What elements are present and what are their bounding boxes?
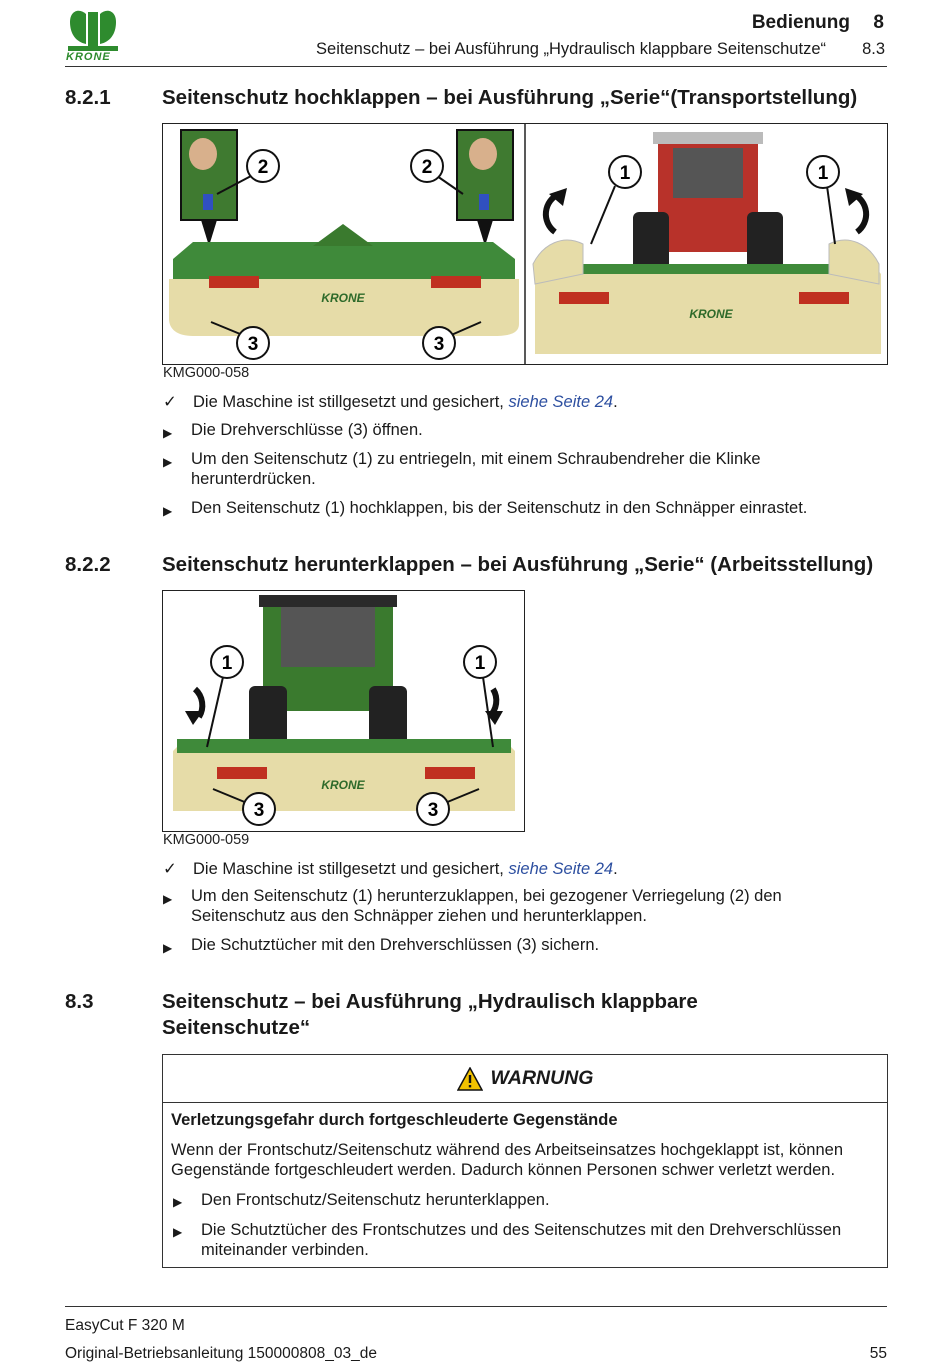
- callout-label: 3: [433, 334, 445, 355]
- checkmark-icon: ✓: [163, 860, 177, 878]
- section-title-83-line1: Seitenschutz – bei Ausführung „Hydraulisch klappbare: [162, 990, 698, 1013]
- list-item: [163, 449, 813, 489]
- machine-brand-text: KRONE: [321, 291, 365, 305]
- machine-brand-text: KRONE: [689, 307, 733, 321]
- warning-box: [162, 1054, 888, 1268]
- footer-manual: Original-Betriebsanleitung 150000808_03_de: [65, 1345, 377, 1362]
- warning-header: [163, 1055, 887, 1103]
- checkmark-icon: ✓: [163, 393, 177, 411]
- item-text: Die Drehverschlüsse (3) öffnen.: [191, 421, 423, 439]
- figure-822: [162, 590, 525, 832]
- logo-text: KRONE: [66, 51, 111, 63]
- callout-label: 2: [421, 157, 433, 178]
- list-item: [163, 886, 823, 926]
- section-title-821: Seitenschutz hochklappen – bei Ausführung „Serie“(Transportstellung): [162, 86, 858, 109]
- item-text: Die Schutztücher mit den Drehverschlüssen (3) sichern.: [191, 936, 600, 954]
- warning-triangle-icon: [457, 1067, 483, 1091]
- item-text: Die Maschine ist stillgesetzt und gesichert,: [193, 393, 509, 411]
- page-link[interactable]: siehe Seite 24: [508, 860, 614, 878]
- page-link[interactable]: siehe Seite 24: [508, 393, 614, 411]
- bullet-arrow-icon: ▶: [173, 1225, 183, 1239]
- list-item: [163, 935, 843, 955]
- callout-label: 3: [427, 800, 439, 821]
- mower-working-illustration: [163, 591, 524, 831]
- figure-caption-821: KMG000-058: [163, 365, 250, 381]
- item-text-end: .: [613, 860, 618, 878]
- item-text-end: .: [613, 393, 618, 411]
- warning-heading: Verletzungsgefahr durch fortgeschleuderte Gegenstände: [171, 1111, 618, 1129]
- header-divider: [65, 66, 887, 67]
- footer-product: EasyCut F 320 M: [65, 1317, 185, 1334]
- callout-label: 1: [221, 653, 233, 674]
- item-text: Um den Seitenschutz (1) herunterzuklappen, bei gezogener Verriegelung (2) den Seitenschutz aus den Schnäpper ziehen und herunterklappen.: [191, 887, 782, 925]
- callout-label: 1: [619, 163, 631, 184]
- footer-divider: [65, 1306, 887, 1307]
- machine-brand-text: KRONE: [321, 778, 365, 792]
- krone-logo: [64, 8, 122, 64]
- header-section-title: Bedienung: [751, 12, 850, 33]
- bullet-arrow-icon: ▶: [173, 1195, 183, 1209]
- bullet-arrow-icon: ▶: [163, 504, 173, 518]
- item-text: Um den Seitenschutz (1) zu entriegeln, mit einem Schraubendreher die Klinke herunterdrücken.: [191, 450, 761, 488]
- header-subtitle: Seitenschutz – bei Ausführung „Hydraulisch klappbare Seitenschutze“: [316, 40, 826, 58]
- section-number-821: 8.2.1: [65, 86, 111, 109]
- item-text: Den Seitenschutz (1) hochklappen, bis der Seitenschutz in den Schnäpper einrastet.: [191, 499, 808, 517]
- warning-item-text: Die Schutztücher des Frontschutzes und des Seitenschutzes mit den Drehverschlüssen miteinander verbinden.: [201, 1221, 842, 1259]
- warning-text: Wenn der Frontschutz/Seitenschutz während des Arbeitseinsatzes hochgeklappt ist, können Gegenstände fortgeschleudert werden. Dadurch können Personen schwer verletzt werden.: [171, 1141, 844, 1179]
- section-number-83: 8.3: [65, 990, 94, 1013]
- list-item: [163, 420, 843, 440]
- header-section-number: 8: [873, 12, 884, 33]
- mower-transport-illustration: [163, 124, 887, 364]
- bullet-arrow-icon: ▶: [163, 426, 173, 440]
- list-item: [163, 392, 843, 412]
- section-title-83-line2: Seitenschutze“: [162, 1016, 311, 1039]
- list-item: [163, 859, 843, 879]
- callout-label: 2: [257, 157, 269, 178]
- figure-821: [162, 123, 888, 365]
- warning-label: WARNUNG: [490, 1067, 594, 1089]
- callout-label: 3: [253, 800, 265, 821]
- section-title-822: Seitenschutz herunterklappen – bei Ausführung „Serie“ (Arbeitsstellung): [162, 553, 874, 576]
- callout-label: 3: [247, 334, 259, 355]
- bullet-arrow-icon: ▶: [163, 455, 173, 469]
- callout-label: 1: [474, 653, 486, 674]
- figure-caption-822: KMG000-059: [163, 832, 250, 848]
- warning-item-text: Den Frontschutz/Seitenschutz herunterklappen.: [201, 1191, 550, 1209]
- section-number-822: 8.2.2: [65, 553, 111, 576]
- warning-list-item: [171, 1190, 881, 1210]
- callout-label: 1: [817, 163, 829, 184]
- item-text: Die Maschine ist stillgesetzt und gesichert,: [193, 860, 509, 878]
- bullet-arrow-icon: ▶: [163, 941, 173, 955]
- footer-page-number: 55: [869, 1345, 887, 1362]
- list-item: [163, 498, 843, 518]
- header-subsection-number: 8.3: [862, 40, 885, 58]
- bullet-arrow-icon: ▶: [163, 892, 173, 906]
- warning-list-item: [171, 1220, 861, 1260]
